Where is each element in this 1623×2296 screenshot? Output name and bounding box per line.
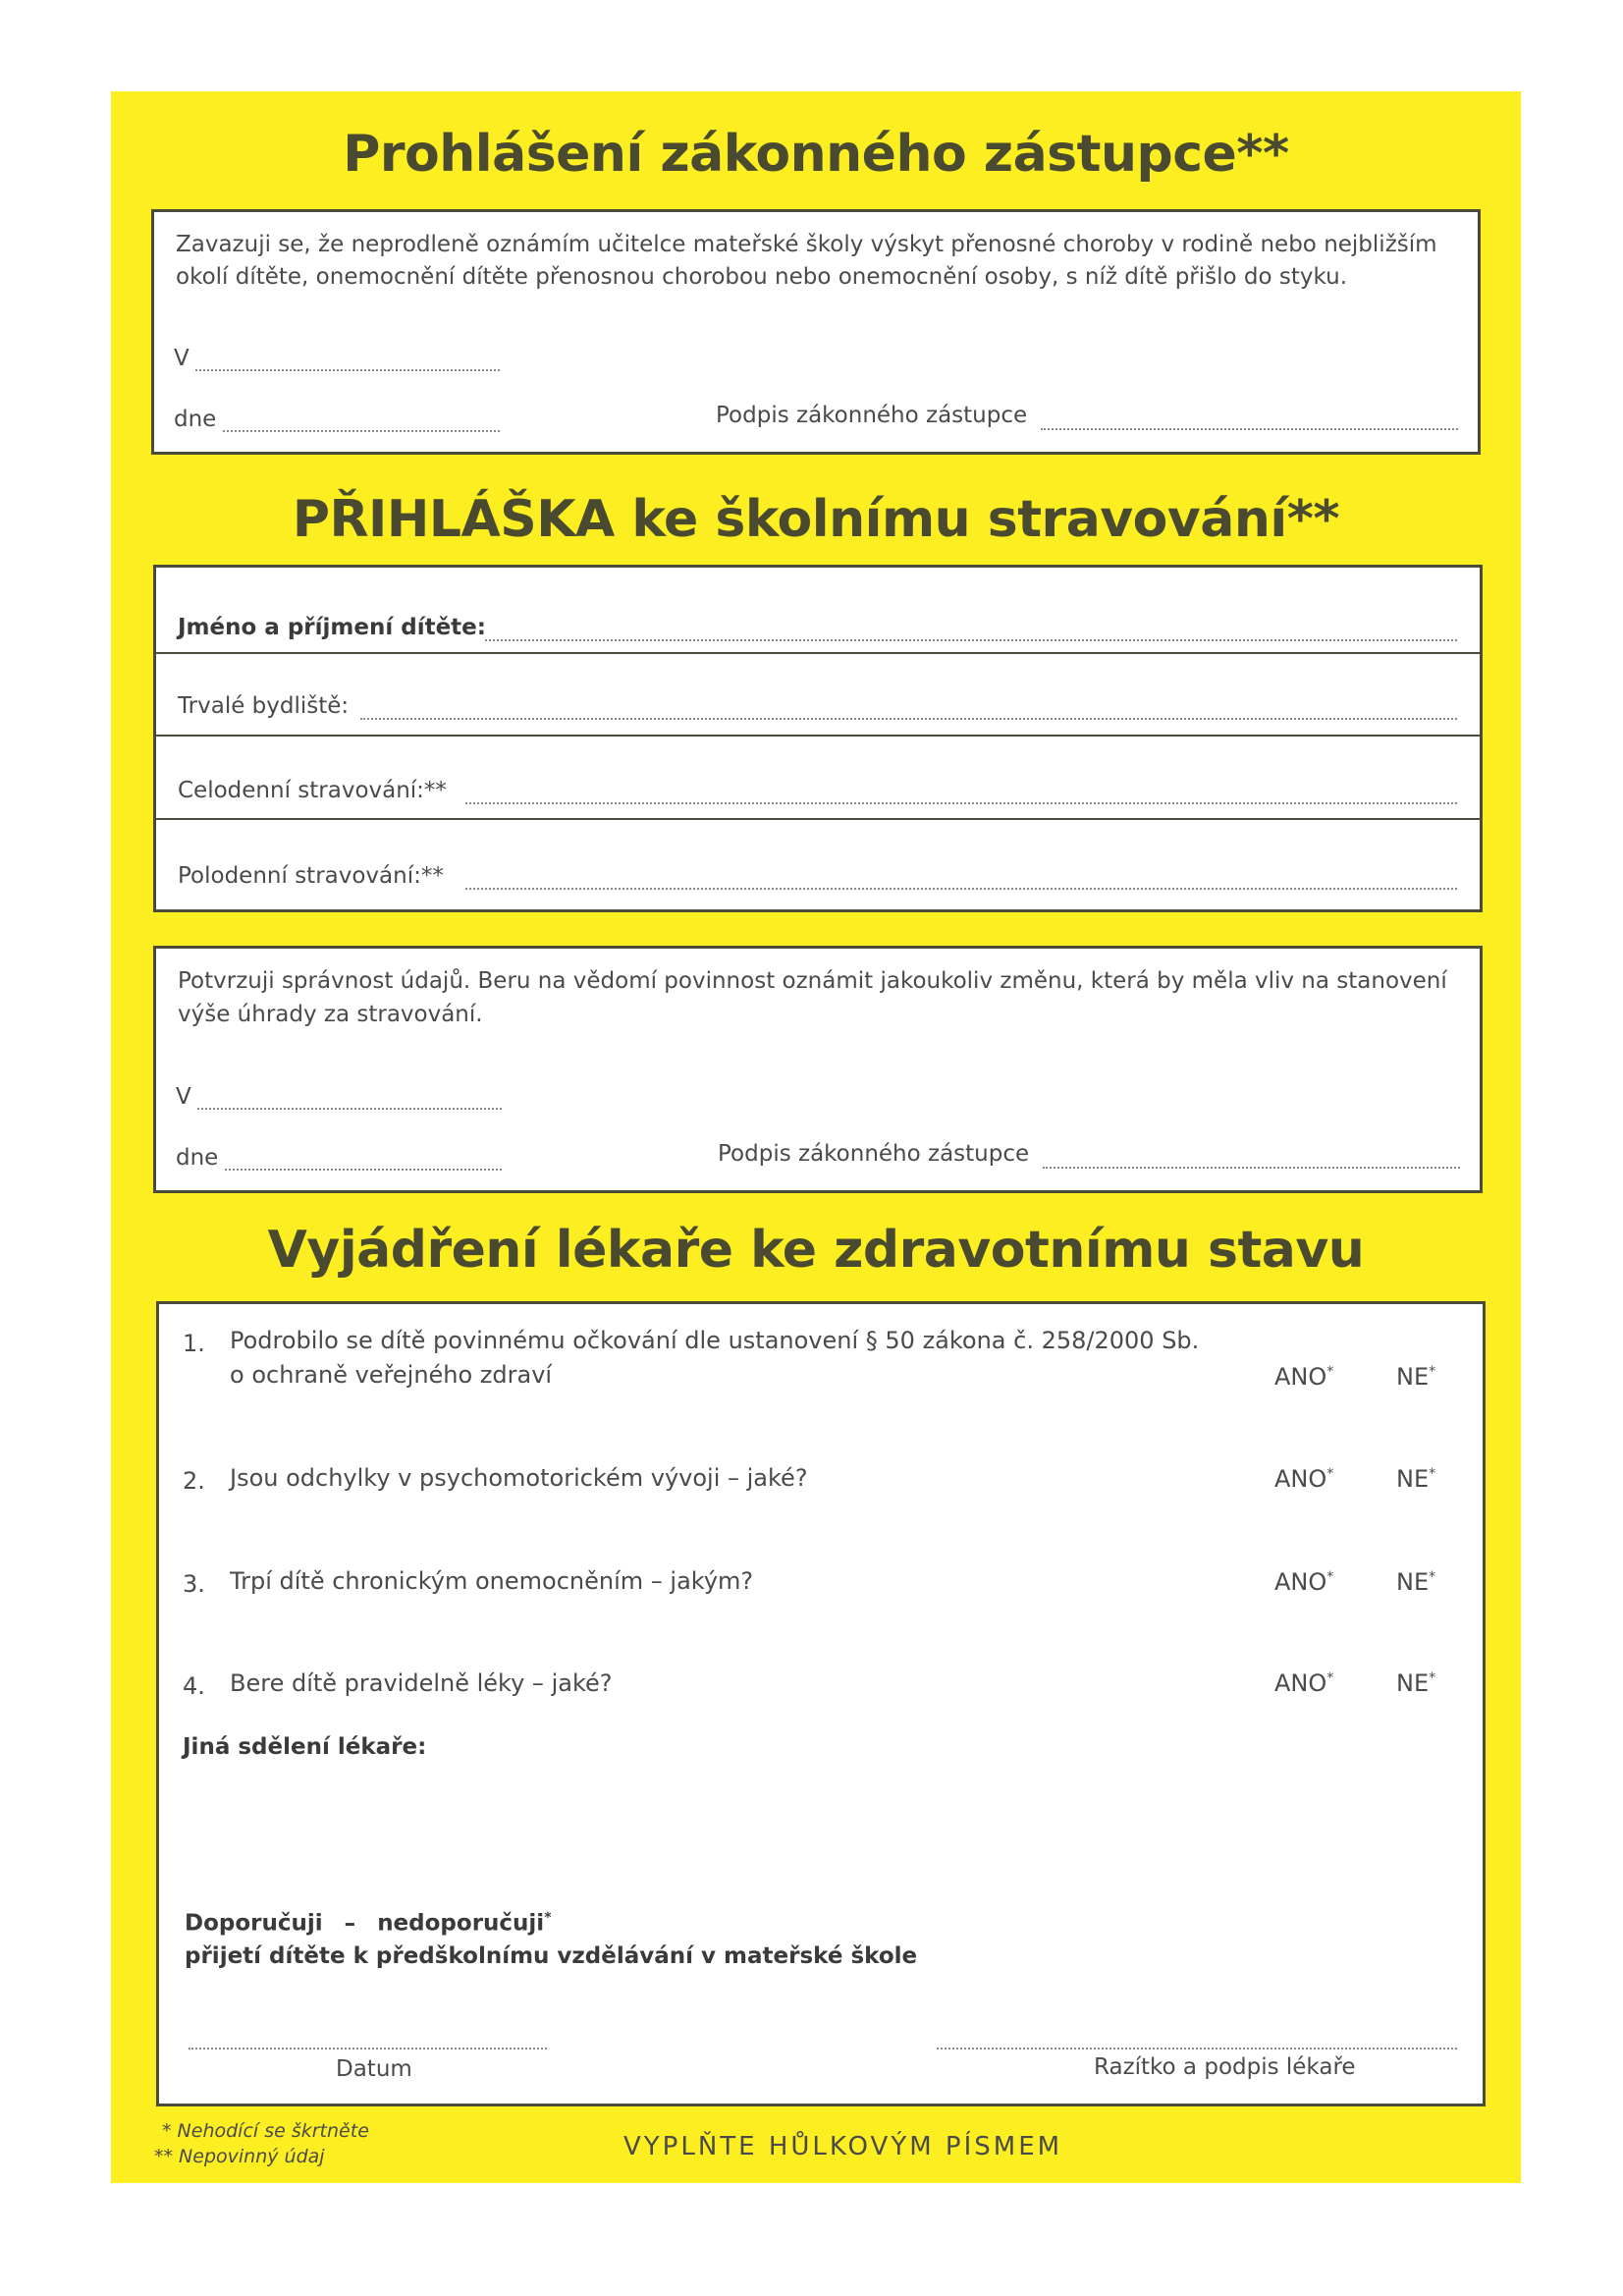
date-label: dne (174, 407, 217, 432)
yes-label: ANO (1274, 1568, 1327, 1596)
question-text-vaccination-line1: Podrobilo se dítě povinnému očkování dle ustanovení § 50 zákona č. 258/2000 Sb. (230, 1327, 1200, 1354)
doctor-statement-box (156, 1301, 1486, 2106)
footnote-mark: * (162, 2120, 172, 2142)
yes-option[interactable] (1274, 1465, 1333, 1493)
footnote-star: * (1326, 1569, 1334, 1585)
admission-text: přijetí dítěte k předškolnímu vzdělávání v mateřské škole (185, 1943, 918, 1969)
no-option[interactable] (1396, 1465, 1435, 1493)
footnote-star: * (1429, 1569, 1436, 1585)
meal-registration-box (153, 565, 1483, 912)
yes-option[interactable] (1274, 1568, 1333, 1596)
not-recommend-option[interactable]: nedoporučuji (377, 1910, 545, 1937)
block-letters-notice: VYPLŇTE HŮLKOVÝM PÍSMEM (623, 2132, 1063, 2161)
yes-label: ANO (1274, 1363, 1327, 1391)
place-field[interactable] (195, 369, 500, 371)
footnote-optional (154, 2146, 325, 2167)
question-number: 3. (183, 1570, 205, 1598)
question-number: 1. (183, 1330, 205, 1357)
row-divider (156, 652, 1480, 654)
footnote-strike-out (162, 2120, 369, 2142)
footnote-star: * (1429, 1364, 1436, 1380)
question-number: 2. (183, 1467, 205, 1495)
footnote-star: * (1429, 1670, 1436, 1686)
no-label: NE (1396, 1669, 1430, 1697)
date-field[interactable] (225, 1169, 502, 1171)
question-number: 4. (183, 1672, 205, 1700)
confirmation-text-line2: výše úhrady za stravování. (178, 1002, 483, 1027)
question-text-psychomotor: Jsou odchylky v psychomotorickém vývoji – jaké? (230, 1464, 808, 1492)
footnote-text: Nehodící se škrtněte (177, 2120, 369, 2142)
date-label: Datum (336, 2056, 412, 2082)
no-option[interactable] (1396, 1568, 1435, 1596)
doctor-stamp-signature-field[interactable] (937, 2048, 1457, 2050)
guardian-signature-label: Podpis zákonného zástupce (716, 403, 1028, 428)
guardian-signature-field[interactable] (1041, 428, 1458, 430)
footnote-text: Nepovinný údaj (179, 2146, 325, 2167)
declaration-text-line1: Zavazuji se, že neprodleně oznámím učitelce mateřské školy výskyt přenosné choroby v rodině nebo nejbližším (176, 232, 1437, 257)
recommendation-line[interactable] (185, 1901, 552, 1941)
residence-field[interactable] (360, 718, 1457, 720)
place-label: V (174, 346, 189, 371)
question-text-medication: Bere dítě pravidelně léky – jaké? (230, 1669, 613, 1697)
guardian-declaration-box (151, 209, 1481, 455)
full-day-meal-field[interactable] (465, 802, 1457, 804)
meal-confirmation-box (153, 946, 1483, 1193)
yes-option[interactable] (1274, 1669, 1333, 1697)
section-title-meal-registration: PŘIHLÁŠKA ke školnímu stravování** (292, 490, 1340, 549)
child-name-label: Jméno a příjmení dítěte: (178, 615, 486, 640)
date-label: dne (176, 1145, 219, 1171)
no-option[interactable] (1396, 1363, 1435, 1391)
residence-label: Trvalé bydliště: (178, 693, 350, 719)
yes-label: ANO (1274, 1669, 1327, 1697)
footnote-star: * (1326, 1466, 1334, 1482)
other-notes-label: Jiná sdělení lékaře: (183, 1734, 427, 1760)
footnote-mark: ** (154, 2146, 173, 2167)
guardian-signature-label: Podpis zákonného zástupce (718, 1141, 1030, 1167)
full-day-meal-label: Celodenní stravování:** (178, 778, 447, 803)
date-field[interactable] (223, 430, 500, 432)
footnote-star: * (1326, 1670, 1334, 1686)
yes-label: ANO (1274, 1465, 1327, 1493)
half-day-meal-field[interactable] (465, 888, 1457, 890)
date-field[interactable] (189, 2048, 547, 2050)
confirmation-text-line1: Potvrzuji správnost údajů. Beru na vědomí povinnost oznámit jakoukoliv změnu, která by měla vliv na stanovení (178, 968, 1447, 994)
doctor-stamp-signature-label: Razítko a podpis lékaře (1094, 2054, 1356, 2080)
question-text-vaccination-line2: o ochraně veřejného zdraví (230, 1361, 553, 1389)
no-option[interactable] (1396, 1669, 1435, 1697)
section-title-guardian-declaration: Prohlášení zákonného zástupce** (343, 125, 1289, 184)
recommend-option[interactable]: Doporučuji (185, 1910, 323, 1937)
guardian-signature-field[interactable] (1043, 1167, 1460, 1169)
yes-option[interactable] (1274, 1363, 1333, 1391)
place-label: V (176, 1084, 191, 1110)
row-divider (156, 818, 1480, 820)
no-label: NE (1396, 1568, 1430, 1596)
half-day-meal-label: Polodenní stravování:** (178, 863, 444, 889)
row-divider (156, 735, 1480, 737)
form-sheet (111, 91, 1521, 2183)
footnote-star: * (1429, 1466, 1436, 1482)
declaration-text-line2: okolí dítěte, onemocnění dítěte přenosnou chorobou nebo onemocnění osoby, s níž dítě přišlo do styku. (176, 264, 1348, 290)
question-text-chronic-illness: Trpí dítě chronickým onemocněním – jakým? (230, 1567, 754, 1595)
footnote-star: * (544, 1910, 552, 1926)
footnote-star: * (1326, 1364, 1334, 1380)
place-field[interactable] (197, 1108, 502, 1110)
recommend-separator: – (344, 1910, 356, 1937)
section-title-doctor-statement: Vyjádření lékaře ke zdravotnímu stavu (267, 1221, 1365, 1280)
no-label: NE (1396, 1363, 1430, 1391)
no-label: NE (1396, 1465, 1430, 1493)
child-name-field[interactable] (485, 639, 1457, 641)
